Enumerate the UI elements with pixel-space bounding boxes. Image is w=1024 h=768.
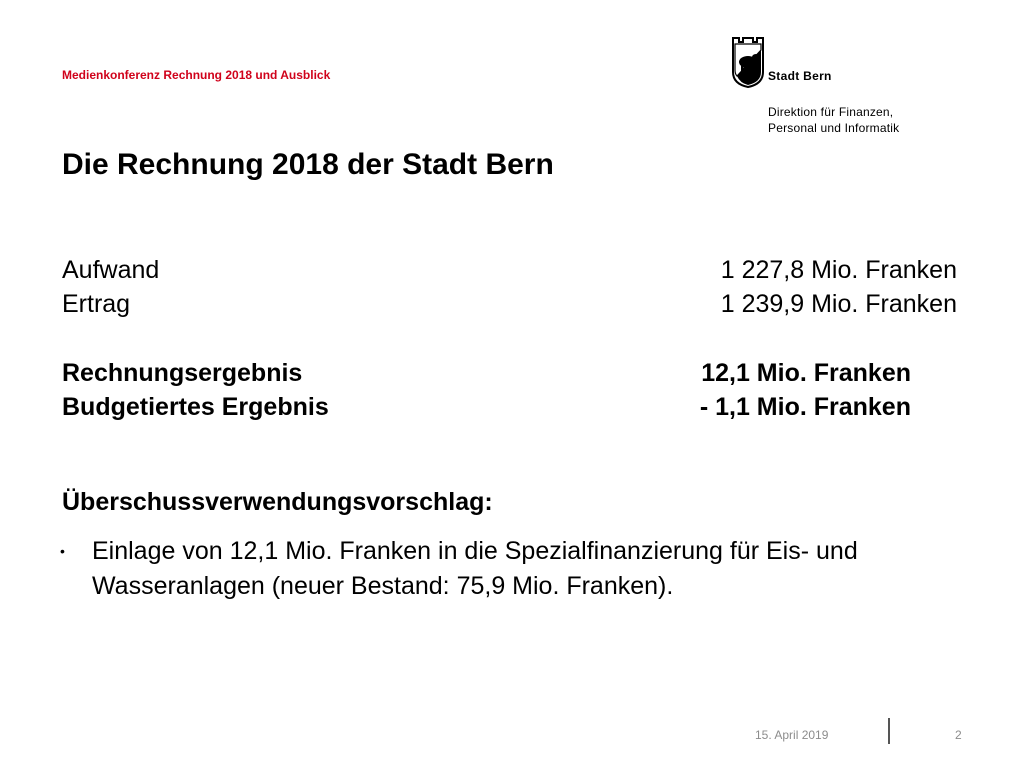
bern-crest-logo	[731, 36, 765, 88]
department-line-2: Personal und Informatik	[768, 121, 900, 135]
row-label: Ertrag	[62, 290, 131, 318]
department-line-1: Direktion für Finanzen,	[768, 105, 894, 119]
row-value: 1 239,9 Mio. Franken	[720, 290, 957, 318]
subheading: Überschussverwendungsvorschlag:	[62, 488, 493, 516]
row-value: 12,1 Mio. Franken	[701, 359, 911, 387]
bullet-item: Einlage von 12,1 Mio. Franken in die Spezialfinanzierung für Eis- und Wasseranlagen (neuer Bestand: 75,9 Mio. Franken).	[92, 537, 858, 600]
row-value: 1 227,8 Mio. Franken	[720, 256, 957, 284]
conference-title: Medienkonferenz Rechnung 2018 und Ausblick	[62, 68, 331, 82]
bullet-icon: •	[60, 543, 65, 559]
slide-title: Die Rechnung 2018 der Stadt Bern	[62, 148, 554, 181]
row-label: Budgetiertes Ergebnis	[62, 393, 329, 421]
page-number: 2	[955, 728, 962, 742]
row-label: Rechnungsergebnis	[62, 359, 303, 387]
department	[768, 104, 899, 136]
org-name: Stadt Bern	[768, 69, 832, 83]
footer-date: 15. April 2019	[755, 728, 829, 742]
row-label: Aufwand	[62, 256, 160, 284]
row-value: - 1,1 Mio. Franken	[699, 393, 911, 421]
footer-divider	[888, 718, 890, 744]
